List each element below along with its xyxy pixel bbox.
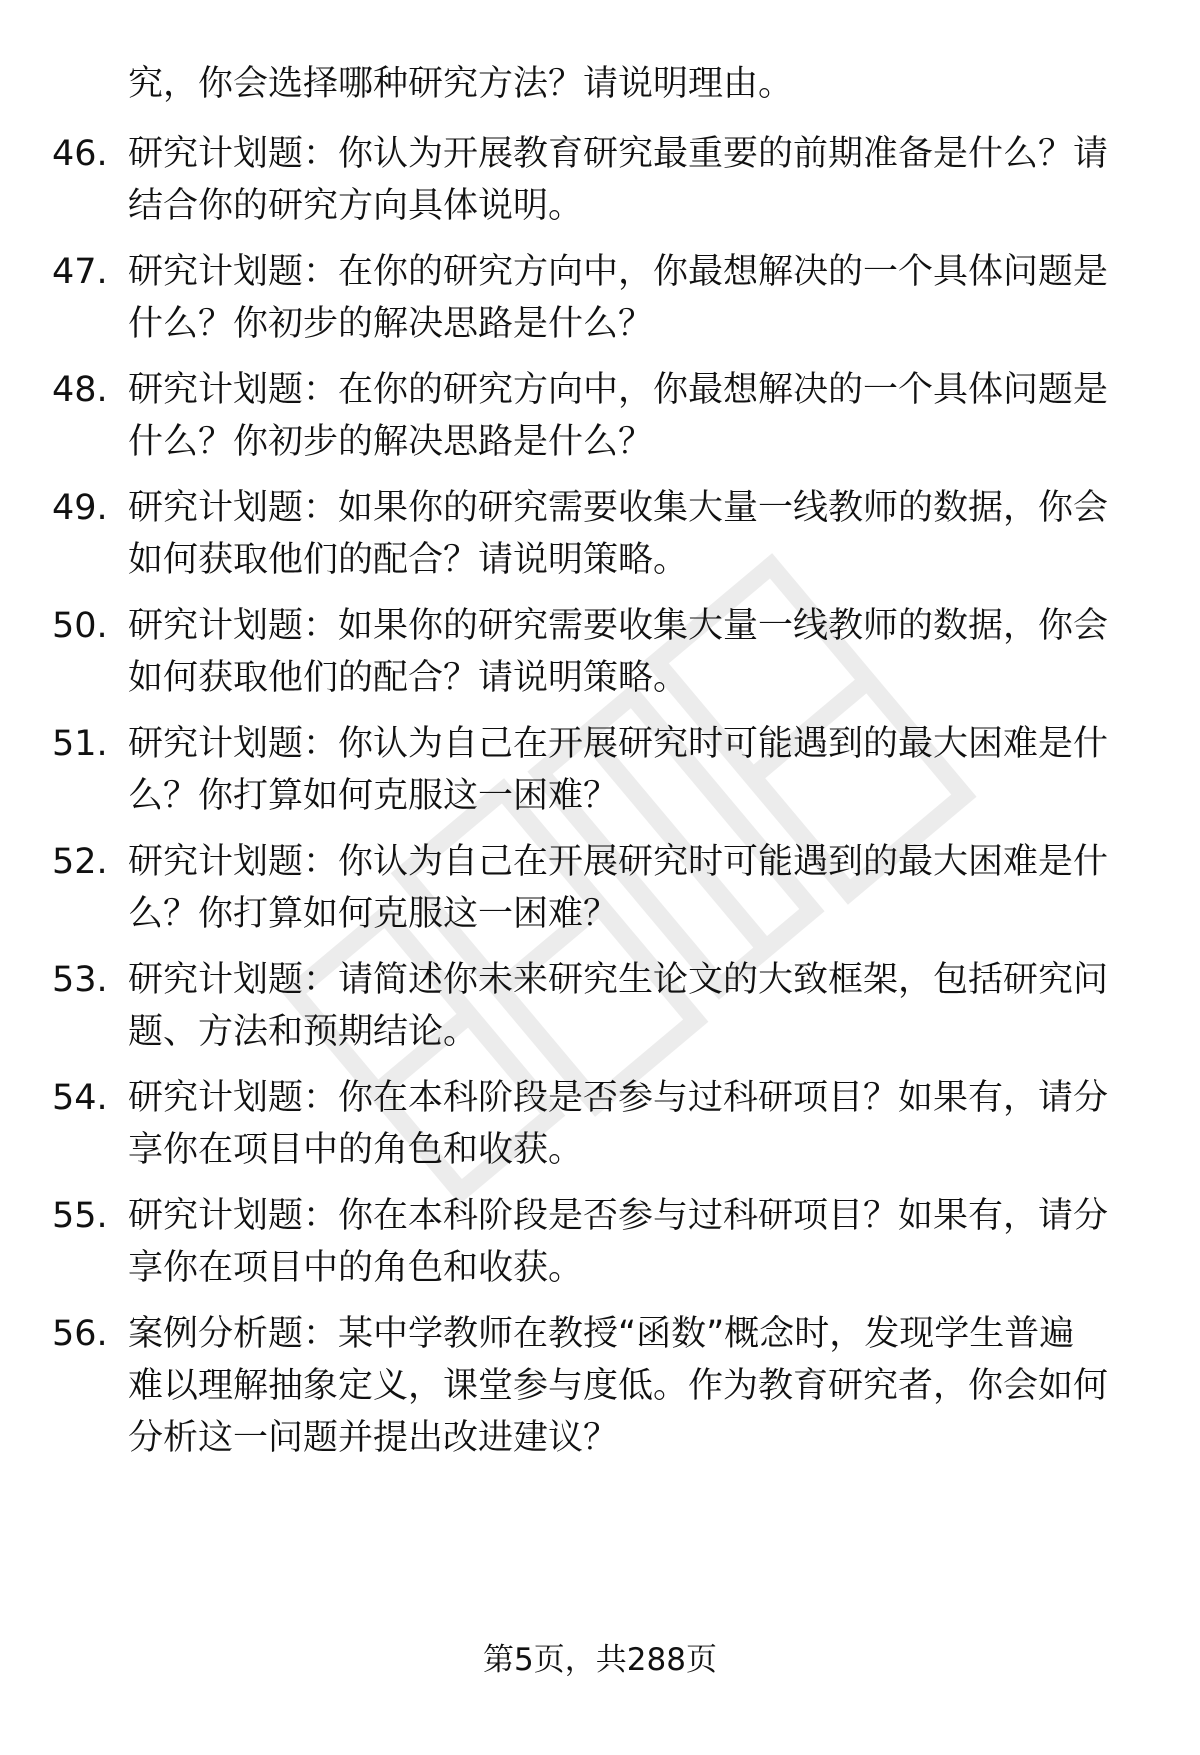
question-number: 53. — [52, 960, 108, 1000]
question-number: 55. — [52, 1196, 108, 1236]
question-number: 48. — [52, 370, 108, 410]
question-text-line: 享你在项目中的角色和收获。 — [128, 1248, 584, 1288]
question-text-line: 结合你的研究方向具体说明。 — [128, 186, 584, 226]
question-text-line: 案例分析题：某中学教师在教授“函数”概念时，发现学生普遍 — [128, 1314, 1075, 1354]
page-number-footer: 第5页，共288页 — [483, 1642, 717, 1678]
question-text-line: 么？你打算如何克服这一困难？ — [128, 894, 619, 934]
question-text-line: 什么？你初步的解决思路是什么？ — [128, 422, 654, 462]
question-text-line: 研究计划题：在你的研究方向中，你最想解决的一个具体问题是 — [128, 370, 1109, 410]
question-number: 52. — [52, 842, 108, 882]
question-text-line: 研究计划题：你认为自己在开展研究时可能遇到的最大困难是什 — [128, 724, 1109, 764]
question-text-line: 研究计划题：你认为自己在开展研究时可能遇到的最大困难是什 — [128, 842, 1109, 882]
question-number: 50. — [52, 606, 108, 646]
question-number: 46. — [52, 134, 108, 174]
question-text-line: 如何获取他们的配合？请说明策略。 — [128, 540, 689, 580]
question-text-line: 研究计划题：你认为开展教育研究最重要的前期准备是什么？请 — [128, 134, 1109, 174]
question-text-line: 研究计划题：如果你的研究需要收集大量一线教师的数据，你会 — [128, 606, 1109, 646]
question-text-line: 研究计划题：你在本科阶段是否参与过科研项目？如果有，请分 — [128, 1196, 1109, 1236]
question-number: 49. — [52, 488, 108, 528]
question-text-line: 享你在项目中的角色和收获。 — [128, 1130, 584, 1170]
question-text-line: 题、方法和预期结论。 — [128, 1012, 479, 1052]
question-number: 54. — [52, 1078, 108, 1118]
question-text-line: 如何获取他们的配合？请说明策略。 — [128, 658, 689, 698]
continuation-line: 究，你会选择哪种研究方法？请说明理由。 — [128, 64, 794, 104]
question-text-line: 么？你打算如何克服这一困难？ — [128, 776, 619, 816]
question-number: 51. — [52, 724, 108, 764]
question-number: 47. — [52, 252, 108, 292]
question-text-line: 分析这一问题并提出改进建议？ — [128, 1418, 619, 1458]
question-text-line: 什么？你初步的解决思路是什么？ — [128, 304, 654, 344]
question-text-line: 研究计划题：如果你的研究需要收集大量一线教师的数据，你会 — [128, 488, 1109, 528]
question-text-line: 研究计划题：在你的研究方向中，你最想解决的一个具体问题是 — [128, 252, 1109, 292]
question-text-line: 难以理解抽象定义，课堂参与度低。作为教育研究者，你会如何 — [128, 1366, 1109, 1406]
question-number: 56. — [52, 1314, 108, 1354]
question-text-line: 研究计划题：你在本科阶段是否参与过科研项目？如果有，请分 — [128, 1078, 1109, 1118]
question-text-line: 研究计划题：请简述你未来研究生论文的大致框架，包括研究问 — [128, 960, 1109, 1000]
